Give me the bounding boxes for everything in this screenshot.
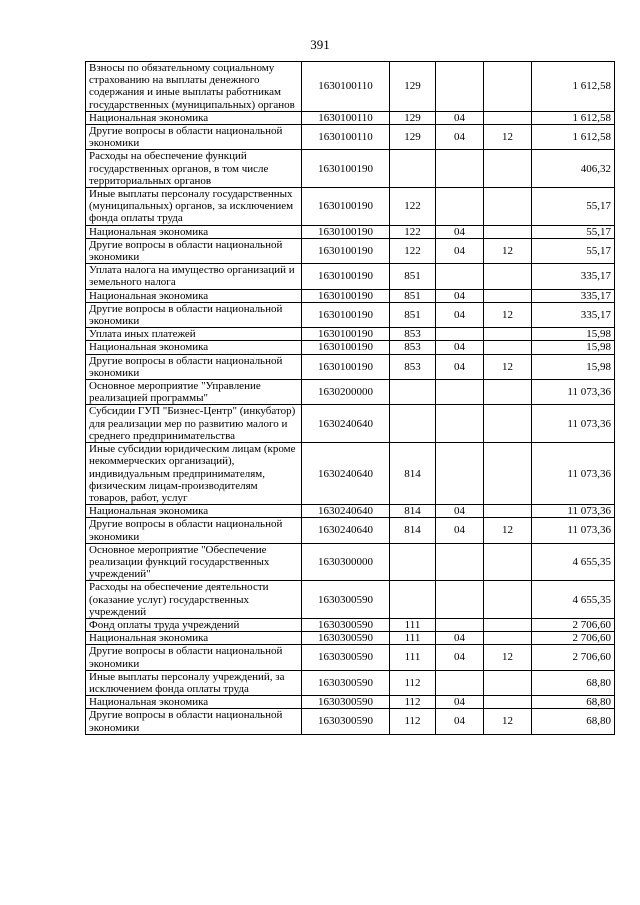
row-name-cell: Другие вопросы в области национальной экономики	[86, 645, 302, 670]
amount-cell: 55,17	[532, 225, 615, 238]
amount-cell: 335,17	[532, 302, 615, 327]
expense-type-cell: 122	[390, 225, 436, 238]
section-code-cell	[436, 328, 484, 341]
row-name-cell: Национальная экономика	[86, 696, 302, 709]
section-code-cell: 04	[436, 709, 484, 734]
target-code-cell: 1630300590	[302, 645, 390, 670]
expense-type-cell: 111	[390, 632, 436, 645]
row-name-cell: Взносы по обязательному социальному страхованию на выплаты денежного содержания и иные выплаты работникам государственных (муниципальных) органов	[86, 62, 302, 112]
expense-type-cell: 814	[390, 443, 436, 505]
section-code-cell: 04	[436, 302, 484, 327]
amount-cell: 335,17	[532, 264, 615, 289]
target-code-cell: 1630240640	[302, 443, 390, 505]
expense-type-cell	[390, 380, 436, 405]
target-code-cell: 1630100190	[302, 238, 390, 263]
row-name-cell: Другие вопросы в области национальной экономики	[86, 354, 302, 379]
target-code-cell: 1630100110	[302, 125, 390, 150]
expense-type-cell: 853	[390, 354, 436, 379]
expense-type-cell	[390, 150, 436, 188]
section-code-cell: 04	[436, 238, 484, 263]
row-name-cell: Иные выплаты персоналу учреждений, за исключением фонда оплаты труда	[86, 670, 302, 695]
amount-cell: 4 655,35	[532, 543, 615, 581]
section-code-cell: 04	[436, 518, 484, 543]
expense-type-cell	[390, 405, 436, 443]
row-name-cell: Национальная экономика	[86, 111, 302, 124]
amount-cell: 2 706,60	[532, 632, 615, 645]
row-name-cell: Основное мероприятие "Обеспечение реализации функций государственных учреждений"	[86, 543, 302, 581]
amount-cell: 406,32	[532, 150, 615, 188]
row-name-cell: Другие вопросы в области национальной экономики	[86, 302, 302, 327]
subsection-code-cell	[484, 111, 532, 124]
amount-cell: 11 073,36	[532, 518, 615, 543]
expense-type-cell: 112	[390, 696, 436, 709]
expense-type-cell	[390, 543, 436, 581]
table-row	[86, 709, 615, 734]
amount-cell: 11 073,36	[532, 443, 615, 505]
expense-type-cell: 129	[390, 62, 436, 112]
expense-type-cell: 112	[390, 709, 436, 734]
row-name-cell: Фонд оплаты труда учреждений	[86, 618, 302, 631]
expense-type-cell: 851	[390, 264, 436, 289]
expense-type-cell: 111	[390, 618, 436, 631]
amount-cell: 68,80	[532, 696, 615, 709]
amount-cell: 4 655,35	[532, 581, 615, 619]
subsection-code-cell: 12	[484, 302, 532, 327]
row-name-cell: Другие вопросы в области национальной экономики	[86, 518, 302, 543]
row-name-cell: Иные выплаты персоналу государственных (муниципальных) органов, за исключением фонда оплаты труда	[86, 188, 302, 226]
amount-cell: 1 612,58	[532, 111, 615, 124]
amount-cell: 55,17	[532, 238, 615, 263]
row-name-cell: Основное мероприятие "Управление реализацией программы"	[86, 380, 302, 405]
subsection-code-cell	[484, 225, 532, 238]
section-code-cell: 04	[436, 225, 484, 238]
subsection-code-cell: 12	[484, 238, 532, 263]
table-row	[86, 150, 615, 188]
subsection-code-cell: 12	[484, 518, 532, 543]
table-row	[86, 443, 615, 505]
target-code-cell: 1630300590	[302, 670, 390, 695]
row-name-cell: Национальная экономика	[86, 505, 302, 518]
subsection-code-cell	[484, 670, 532, 695]
amount-cell: 2 706,60	[532, 618, 615, 631]
table-row	[86, 289, 615, 302]
target-code-cell: 1630100190	[302, 264, 390, 289]
amount-cell: 1 612,58	[532, 62, 615, 112]
section-code-cell: 04	[436, 341, 484, 354]
section-code-cell	[436, 618, 484, 631]
target-code-cell: 1630100110	[302, 111, 390, 124]
target-code-cell: 1630100190	[302, 328, 390, 341]
subsection-code-cell: 12	[484, 709, 532, 734]
section-code-cell	[436, 543, 484, 581]
table-row	[86, 632, 615, 645]
table-row	[86, 264, 615, 289]
row-name-cell: Другие вопросы в области национальной экономики	[86, 125, 302, 150]
amount-cell: 68,80	[532, 709, 615, 734]
table-row	[86, 125, 615, 150]
subsection-code-cell	[484, 505, 532, 518]
row-name-cell: Субсидии ГУП "Бизнес-Центр" (инкубатор) для реализации мер по развитию малого и среднего предпринимательства	[86, 405, 302, 443]
target-code-cell: 1630240640	[302, 505, 390, 518]
expense-type-cell: 111	[390, 645, 436, 670]
table-row	[86, 405, 615, 443]
target-code-cell: 1630300000	[302, 543, 390, 581]
section-code-cell: 04	[436, 632, 484, 645]
target-code-cell: 1630100190	[302, 289, 390, 302]
subsection-code-cell	[484, 696, 532, 709]
subsection-code-cell	[484, 341, 532, 354]
subsection-code-cell	[484, 264, 532, 289]
amount-cell: 11 073,36	[532, 380, 615, 405]
row-name-cell: Уплата иных платежей	[86, 328, 302, 341]
table-row	[86, 62, 615, 112]
subsection-code-cell	[484, 380, 532, 405]
expense-type-cell: 853	[390, 328, 436, 341]
table-row	[86, 225, 615, 238]
table-row	[86, 328, 615, 341]
section-code-cell	[436, 405, 484, 443]
subsection-code-cell	[484, 543, 532, 581]
target-code-cell: 1630240640	[302, 405, 390, 443]
budget-table-body	[86, 62, 615, 735]
table-row	[86, 696, 615, 709]
section-code-cell	[436, 670, 484, 695]
budget-table	[85, 61, 615, 735]
expense-type-cell: 851	[390, 289, 436, 302]
target-code-cell: 1630240640	[302, 518, 390, 543]
table-row	[86, 645, 615, 670]
target-code-cell: 1630100110	[302, 62, 390, 112]
section-code-cell: 04	[436, 354, 484, 379]
target-code-cell: 1630200000	[302, 380, 390, 405]
row-name-cell: Национальная экономика	[86, 289, 302, 302]
subsection-code-cell	[484, 618, 532, 631]
expense-type-cell: 112	[390, 670, 436, 695]
table-row	[86, 341, 615, 354]
table-row	[86, 380, 615, 405]
row-name-cell: Национальная экономика	[86, 341, 302, 354]
amount-cell: 1 612,58	[532, 125, 615, 150]
subsection-code-cell	[484, 443, 532, 505]
subsection-code-cell	[484, 289, 532, 302]
table-row	[86, 354, 615, 379]
target-code-cell: 1630100190	[302, 341, 390, 354]
expense-type-cell: 814	[390, 518, 436, 543]
expense-type-cell: 853	[390, 341, 436, 354]
target-code-cell: 1630300590	[302, 632, 390, 645]
section-code-cell	[436, 443, 484, 505]
row-name-cell: Другие вопросы в области национальной экономики	[86, 709, 302, 734]
section-code-cell	[436, 62, 484, 112]
target-code-cell: 1630100190	[302, 225, 390, 238]
table-row	[86, 518, 615, 543]
target-code-cell: 1630100190	[302, 150, 390, 188]
amount-cell: 11 073,36	[532, 505, 615, 518]
section-code-cell: 04	[436, 111, 484, 124]
table-row	[86, 505, 615, 518]
amount-cell: 55,17	[532, 188, 615, 226]
section-code-cell: 04	[436, 125, 484, 150]
section-code-cell	[436, 264, 484, 289]
table-row	[86, 302, 615, 327]
target-code-cell: 1630100190	[302, 354, 390, 379]
target-code-cell: 1630100190	[302, 302, 390, 327]
row-name-cell: Другие вопросы в области национальной экономики	[86, 238, 302, 263]
subsection-code-cell	[484, 632, 532, 645]
expense-type-cell	[390, 581, 436, 619]
row-name-cell: Национальная экономика	[86, 225, 302, 238]
row-name-cell: Расходы на обеспечение деятельности (оказание услуг) государственных учреждений	[86, 581, 302, 619]
subsection-code-cell	[484, 581, 532, 619]
row-name-cell: Национальная экономика	[86, 632, 302, 645]
subsection-code-cell	[484, 188, 532, 226]
table-row	[86, 618, 615, 631]
subsection-code-cell: 12	[484, 645, 532, 670]
table-row	[86, 581, 615, 619]
section-code-cell	[436, 581, 484, 619]
expense-type-cell: 814	[390, 505, 436, 518]
subsection-code-cell	[484, 62, 532, 112]
section-code-cell	[436, 380, 484, 405]
expense-type-cell: 122	[390, 238, 436, 263]
amount-cell: 15,98	[532, 341, 615, 354]
subsection-code-cell: 12	[484, 125, 532, 150]
target-code-cell: 1630100190	[302, 188, 390, 226]
section-code-cell	[436, 150, 484, 188]
amount-cell: 15,98	[532, 354, 615, 379]
section-code-cell: 04	[436, 645, 484, 670]
amount-cell: 335,17	[532, 289, 615, 302]
target-code-cell: 1630300590	[302, 581, 390, 619]
subsection-code-cell	[484, 328, 532, 341]
section-code-cell: 04	[436, 505, 484, 518]
table-row	[86, 238, 615, 263]
table-row	[86, 543, 615, 581]
section-code-cell: 04	[436, 696, 484, 709]
target-code-cell: 1630300590	[302, 696, 390, 709]
section-code-cell	[436, 188, 484, 226]
table-row	[86, 188, 615, 226]
amount-cell: 68,80	[532, 670, 615, 695]
subsection-code-cell: 12	[484, 354, 532, 379]
expense-type-cell: 851	[390, 302, 436, 327]
page-number: 391	[310, 37, 330, 52]
amount-cell: 11 073,36	[532, 405, 615, 443]
table-row	[86, 670, 615, 695]
expense-type-cell: 129	[390, 125, 436, 150]
section-code-cell: 04	[436, 289, 484, 302]
target-code-cell: 1630300590	[302, 618, 390, 631]
row-name-cell: Расходы на обеспечение функций государственных органов, в том числе территориальных органов	[86, 150, 302, 188]
target-code-cell: 1630300590	[302, 709, 390, 734]
row-name-cell: Уплата налога на имущество организаций и земельного налога	[86, 264, 302, 289]
table-row	[86, 111, 615, 124]
subsection-code-cell	[484, 405, 532, 443]
subsection-code-cell	[484, 150, 532, 188]
expense-type-cell: 129	[390, 111, 436, 124]
amount-cell: 2 706,60	[532, 645, 615, 670]
expense-type-cell: 122	[390, 188, 436, 226]
amount-cell: 15,98	[532, 328, 615, 341]
row-name-cell: Иные субсидии юридическим лицам (кроме некоммерческих организаций), индивидуальным предпринимателям, физическим лицам-производителям товаров, работ, услуг	[86, 443, 302, 505]
